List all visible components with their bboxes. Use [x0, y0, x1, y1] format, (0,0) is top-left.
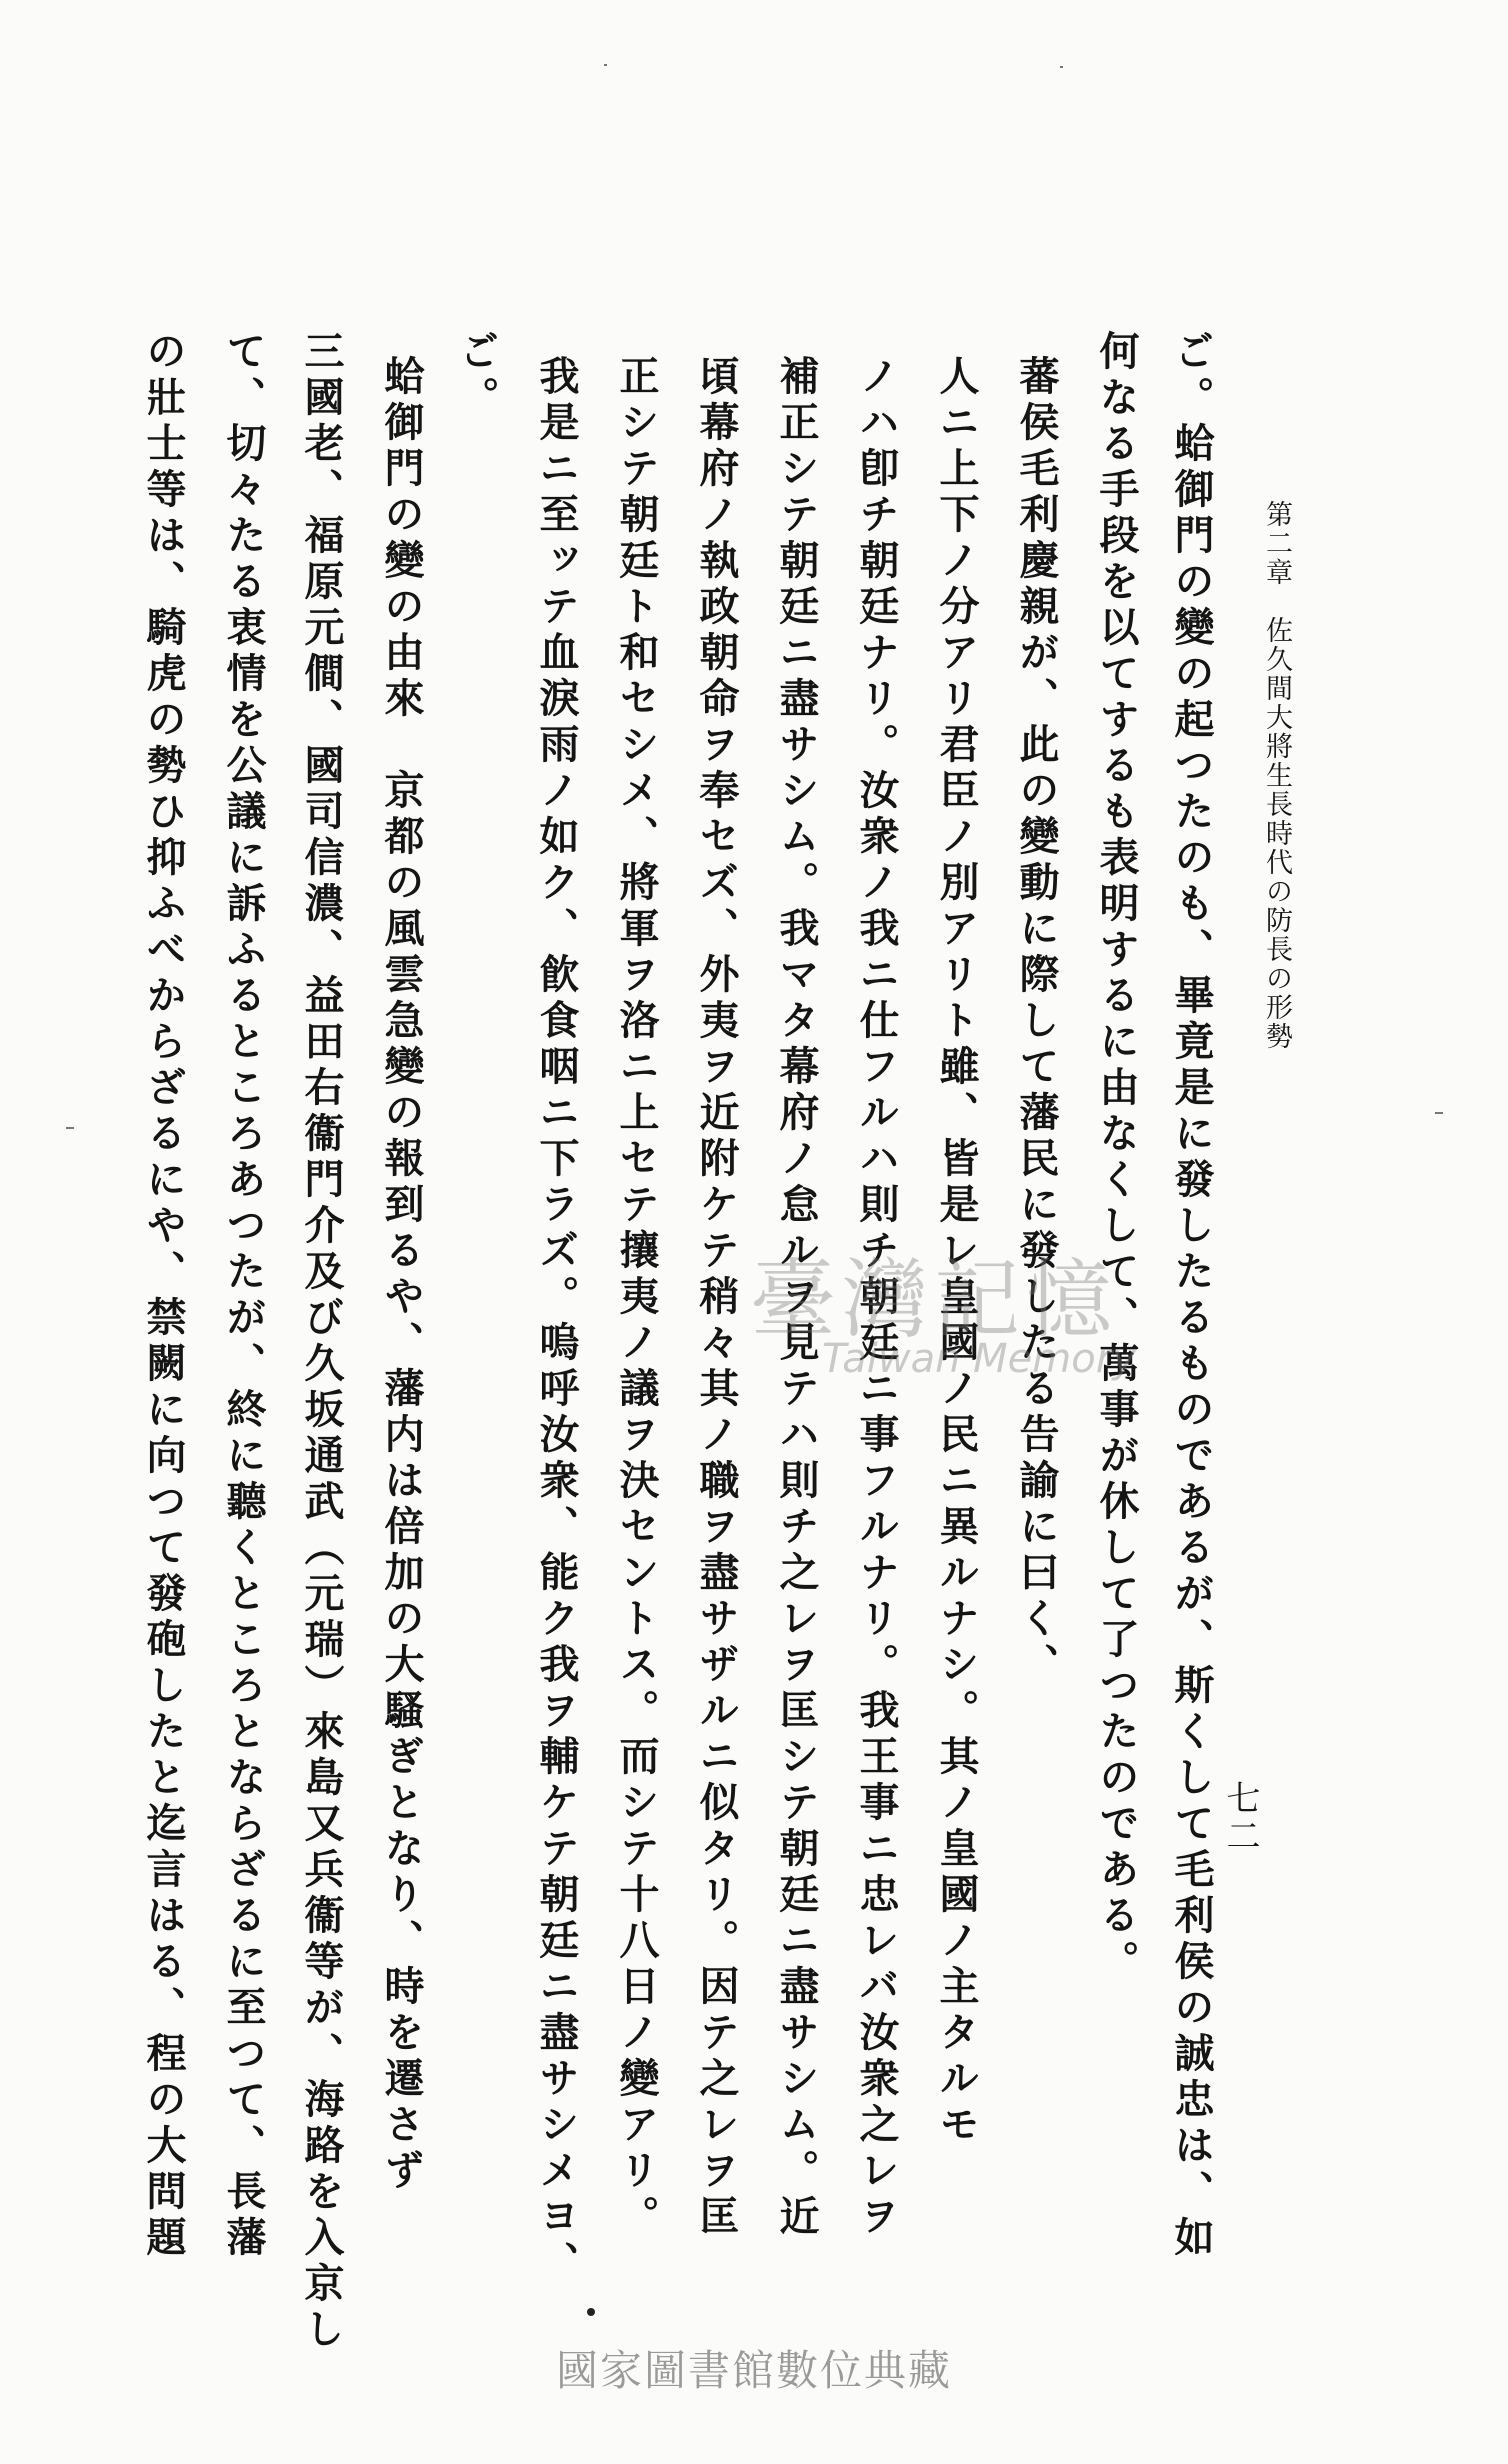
column-text: 京都の風雲急變の報到るや、藩内は倍加の大騷ぎとなり、時を遷さず — [378, 723, 425, 2195]
text-column — [685, 355, 747, 2241]
text-column — [370, 355, 432, 2195]
column-text: 人ニ上下ノ分アリ君臣ノ別アリト雖、皆是レ皇國ノ民ニ異ルナシ。其ノ皇國ノ主タルモ — [933, 355, 980, 2149]
text-column — [925, 355, 987, 2149]
scan-mark — [1435, 1112, 1443, 1114]
printed-dot — [587, 2308, 595, 2316]
text-column — [845, 355, 907, 2241]
section-heading: 蛤御門の變の由來 — [378, 355, 425, 723]
text-column — [1160, 330, 1222, 2262]
column-text: 三國老、福原元僴、國司信濃、益田右衞門介及び久坂通武（元瑞）來島又兵衞等が、海路を入京し — [298, 330, 345, 2354]
column-text: 頃幕府ノ執政朝命ヲ奉セズ、外夷ヲ近附ケテ稍々其ノ職ヲ盡サザルニ似タリ。因テ之レヲ匡 — [693, 355, 740, 2241]
column-text: ノハ卽チ朝廷ナリ。汝衆ノ我ニ仕フルハ則チ朝廷ニ事フルナリ。我王事ニ忠レバ汝衆之レヲ — [853, 355, 900, 2241]
text-column — [1005, 355, 1067, 1689]
text-column — [132, 330, 194, 2262]
page-number: 七二 — [1220, 1780, 1260, 1856]
running-header: 第二章 佐久間大將生長時代の防長の形勢 — [1261, 500, 1292, 1051]
column-text: ご。蛤御門の變の起つたのも、畢竟是に發したるものであるが、斯くして毛利侯の誠忠は、如 — [1168, 330, 1215, 2262]
column-text: ご。 — [453, 330, 500, 422]
text-column — [525, 355, 587, 2287]
scan-mark — [604, 64, 607, 66]
text-column — [445, 330, 507, 422]
column-text: 正シテ朝廷ト和セシメ、將軍ヲ洛ニ上セテ攘夷ノ議ヲ決セントス。而シテ十八日ノ變アリ。 — [613, 355, 660, 2241]
text-column — [765, 355, 827, 2241]
scan-mark — [1060, 66, 1063, 68]
watermark-chinese: 臺灣記憶 — [750, 1250, 1118, 1350]
watermark-english: Taiwan Memory — [822, 1336, 1136, 1382]
column-text: て、切々たる衷情を公議に訴ふるところあつたが、終に聽くところとならざるに至つて、長藩 — [220, 330, 267, 2262]
text-column — [212, 330, 274, 2262]
text-column — [605, 355, 667, 2241]
text-column — [290, 330, 352, 2354]
column-text: 何なる手段を以てするも表明するに由なくして、萬事が休して了つたのである。 — [1093, 330, 1140, 1986]
scan-mark — [66, 1127, 74, 1129]
column-text: 我是ニ至ッテ血淚雨ノ如ク、飮食咽ニ下ラズ。嗚呼汝衆、能ク我ヲ輔ケテ朝廷ニ盡サシメヨ、 — [533, 355, 580, 2287]
column-text: 補正シテ朝廷ニ盡サシム。我マタ幕府ノ怠ルヲ見テハ則チ之レヲ匡シテ朝廷ニ盡サシム。近 — [773, 355, 820, 2241]
column-text: 蕃侯毛利慶親が、此の變動に際して藩民に發したる告諭に曰く、 — [1013, 355, 1060, 1689]
text-column — [1085, 330, 1147, 1986]
column-text: の壯士等は、騎虎の勢ひ抑ふべからざるにや、禁闕に向つて發砲したと迄言はる、程の大問題 — [140, 330, 187, 2262]
archive-footer: 國家圖書館數位典藏 — [555, 2346, 952, 2395]
